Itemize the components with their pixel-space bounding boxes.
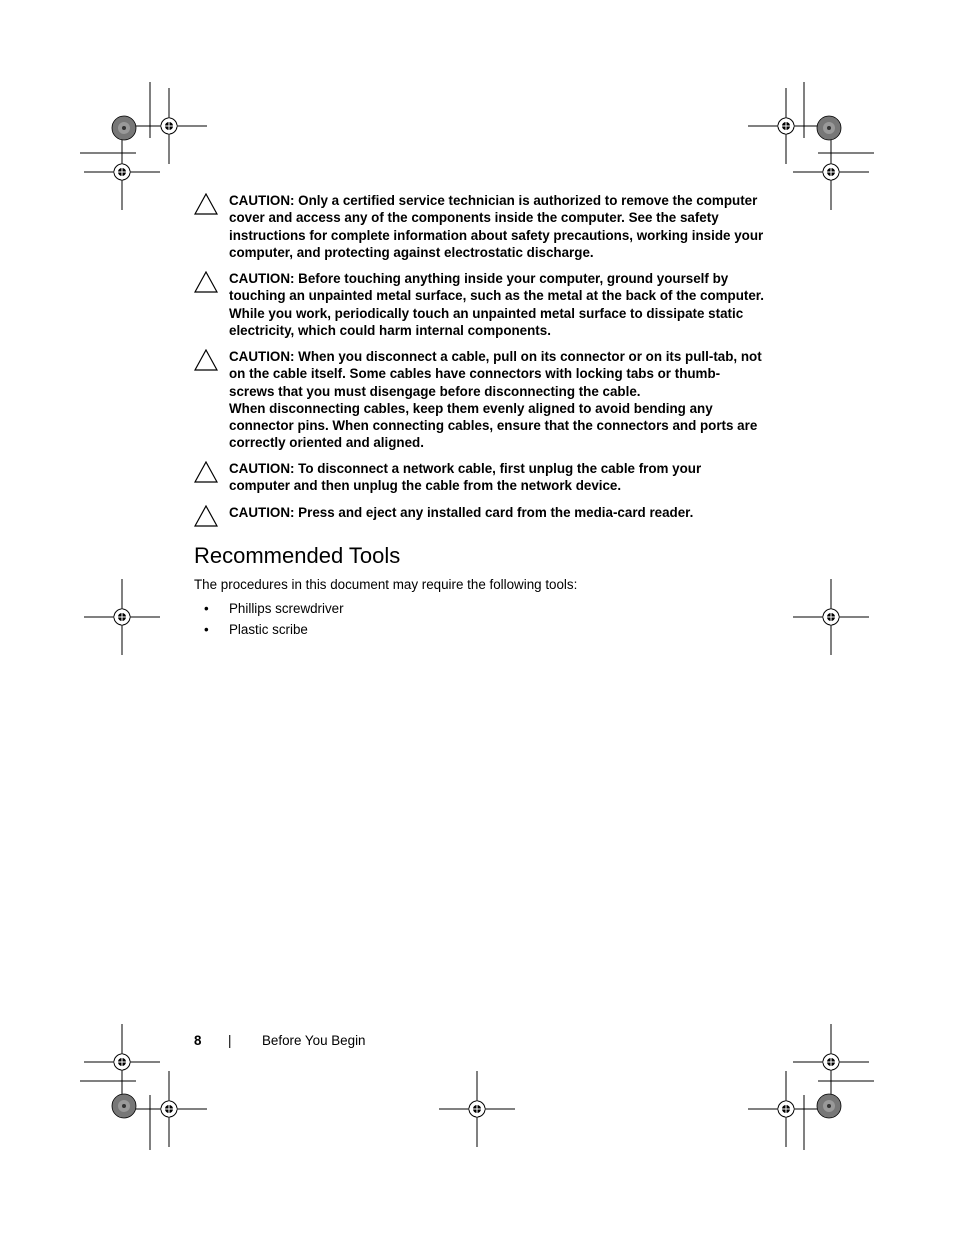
caution-triangle-icon xyxy=(194,349,218,371)
registration-mark-icon xyxy=(131,88,207,164)
caution-notice xyxy=(194,460,764,495)
caution-notice xyxy=(194,348,764,452)
registration-target-icon xyxy=(112,116,136,140)
caution-text xyxy=(229,192,764,261)
footer-separator: | xyxy=(228,1033,232,1048)
registration-mark-icon xyxy=(748,1071,824,1147)
registration-mark-icon xyxy=(84,579,160,655)
caution-paragraph: CAUTION: Press and eject any installed card from the media-card reader. xyxy=(229,505,694,520)
caution-text xyxy=(229,348,764,452)
caution-paragraph: CAUTION: Only a certified service technician is authorized to remove the computer cover and access any of the components inside the computer. See the safety instructions for complete information about safety precautions, working inside your computer, and protecting against electrostatic discharge. xyxy=(229,193,764,260)
section-intro: The procedures in this document may require the following tools: xyxy=(194,577,578,592)
caution-paragraph: CAUTION: Before touching anything inside your computer, ground yourself by touching an unpainted metal surface, such as the metal at the back of the computer. While you work, periodically touch an unpainted metal surface to dissipate static electricity, which could harm internal components. xyxy=(229,271,764,338)
registration-mark-icon xyxy=(84,1024,160,1100)
registration-mark-icon xyxy=(793,579,869,655)
caution-triangle-icon xyxy=(194,193,218,215)
list-item xyxy=(194,619,344,640)
tool-name: Plastic scribe xyxy=(229,622,308,637)
caution-triangle-icon xyxy=(194,505,218,527)
caution-notice xyxy=(194,192,764,261)
registration-mark-icon xyxy=(439,1071,515,1147)
tools-list xyxy=(194,598,344,640)
registration-mark-icon xyxy=(84,134,160,210)
caution-text xyxy=(229,504,693,521)
caution-notice xyxy=(194,504,764,527)
bullet: • xyxy=(204,622,209,637)
registration-mark-icon xyxy=(793,134,869,210)
registration-target-icon xyxy=(817,1094,841,1118)
registration-mark-icon xyxy=(131,1071,207,1147)
list-item xyxy=(194,598,344,619)
caution-text xyxy=(229,460,764,495)
caution-triangle-icon xyxy=(194,461,218,483)
page-number: 8 xyxy=(194,1033,202,1048)
caution-notice xyxy=(194,270,764,339)
registration-mark-icon xyxy=(748,88,824,164)
caution-paragraph: CAUTION: To disconnect a network cable, first unplug the cable from your computer and then unplug the cable from the network device. xyxy=(229,461,702,494)
registration-target-icon xyxy=(112,1094,136,1118)
caution-paragraph: CAUTION: When you disconnect a cable, pull on its connector or on its pull-tab, not on the cable itself. Some cables have connectors with locking tabs or thumb-screws that you must disengage before disconnecting the cable. xyxy=(229,349,762,399)
caution-triangle-icon xyxy=(194,271,218,293)
page-footer xyxy=(194,1032,366,1050)
registration-target-icon xyxy=(817,116,841,140)
tool-name: Phillips screwdriver xyxy=(229,601,344,616)
bullet: • xyxy=(204,601,209,616)
registration-mark-icon xyxy=(793,1024,869,1100)
section-title: Recommended Tools xyxy=(194,543,401,568)
chapter-name: Before You Begin xyxy=(262,1033,366,1048)
caution-text xyxy=(229,270,764,339)
caution-paragraph: When disconnecting cables, keep them evenly aligned to avoid bending any connector pins. When connecting cables, ensure that the connectors and ports are correctly oriented and aligned. xyxy=(229,400,758,451)
